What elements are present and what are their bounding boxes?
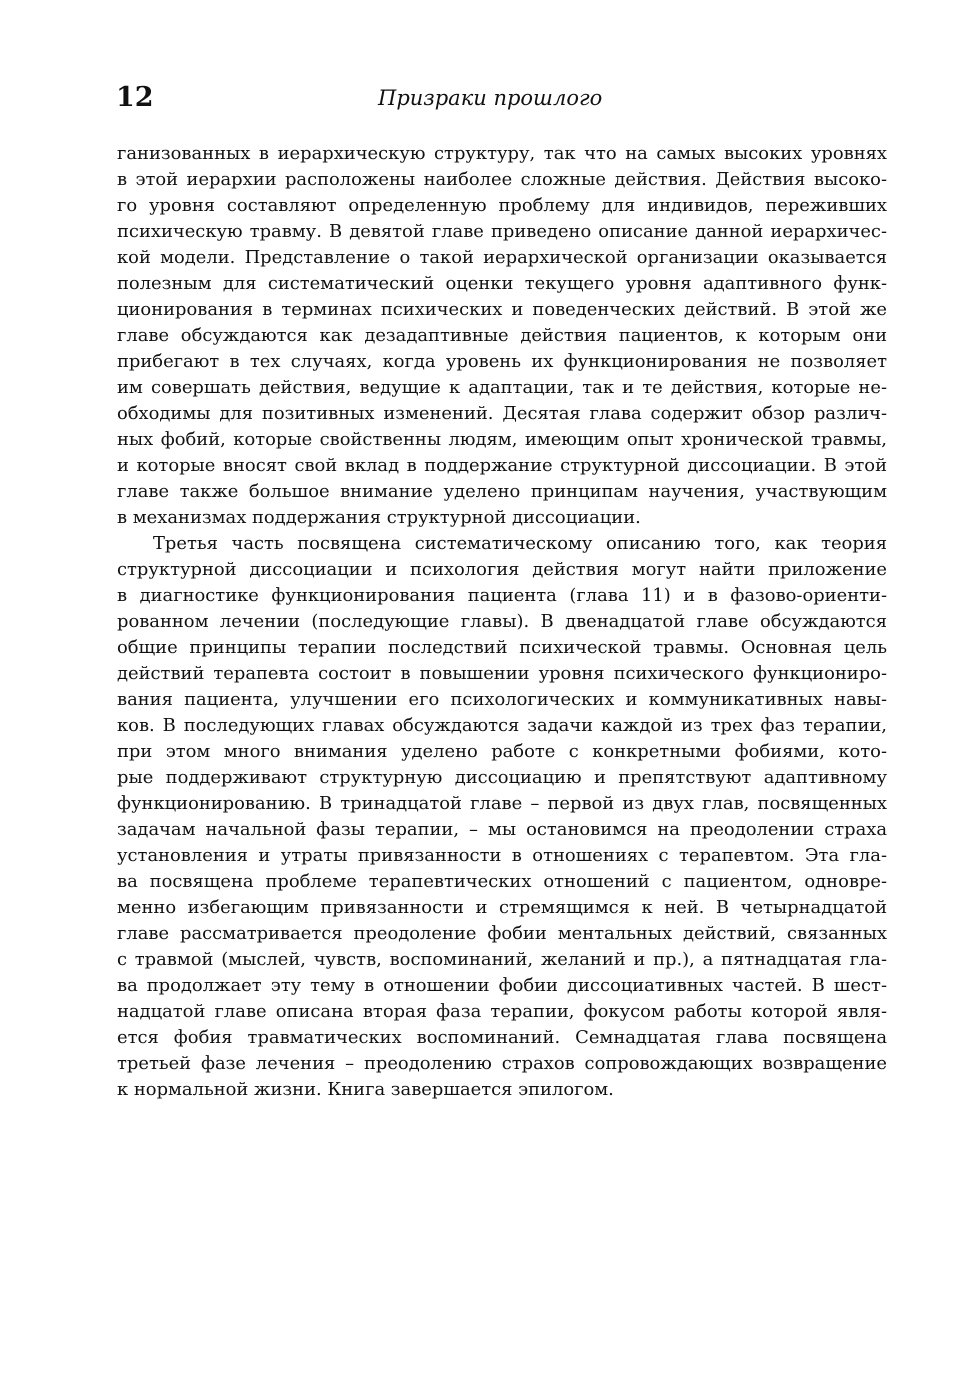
text-line: надцатой главе описана вторая фаза терапии, фокусом работы которой явля- [117,1001,887,1022]
text-line: Третья часть посвящена систематическому описанию того, как теория [153,533,887,554]
text-line: полезным для систематический оценки текущего уровня адаптивного функ- [117,273,887,294]
text-line: третьей фазе лечения – преодолению страхов сопровождающих возвращение [117,1053,887,1074]
text-line: ных фобий, которые свойственны людям, имеющим опыт хронической травмы, [117,429,887,450]
running-title: Призраки прошлого [378,86,603,110]
text-line: рые поддерживают структурную диссоциацию и препятствуют адаптивному [117,767,887,788]
text-line: менно избегающим привязанности и стремящимся к ней. В четырнадцатой [117,897,887,918]
text-line: прибегают в тех случаях, когда уровень их функционирования не позволяет [117,351,887,372]
text-line: главе обсуждаются как дезадаптивные действия пациентов, к которым они [117,325,887,346]
text-line: в диагностике функционирования пациента (глава 11) и в фазово-ориенти- [117,585,887,606]
text-line: в этой иерархии расположены наиболее сложные действия. Действия высоко- [117,169,887,190]
text-line: при этом много внимания уделено работе с конкретными фобиями, кото- [117,741,887,762]
text-line: с травмой (мыслей, чувств, воспоминаний, желаний и пр.), а пятнадцатая гла- [117,949,887,970]
text-line: действий терапевта состоит в повышении уровня психического функциониро- [117,663,887,684]
text-line: главе также большое внимание уделено принципам научения, участвующим [117,481,887,502]
text-line: ков. В последующих главах обсуждаются задачи каждой из трех фаз терапии, [117,715,887,736]
text-line: ганизованных в иерархическую структуру, так что на самых высоких уровнях [117,143,887,164]
text-line: и которые вносят свой вклад в поддержание структурной диссоциации. В этой [117,455,887,476]
text-line: обходимы для позитивных изменений. Десятая глава содержит обзор различ- [117,403,887,424]
text-line: в механизмах поддержания структурной диссоциации. [117,507,641,528]
page-number: 12 [116,82,154,113]
text-line: ва продолжает эту тему в отношении фобии диссоциативных частей. В шест- [117,975,887,996]
text-line: им совершать действия, ведущие к адаптации, так и те действия, которые не- [117,377,887,398]
text-line: установления и утраты привязанности в отношениях с терапевтом. Эта гла- [117,845,887,866]
text-line: психическую травму. В девятой главе приведено описание данной иерархичес- [117,221,887,242]
text-line: задачам начальной фазы терапии, – мы остановимся на преодолении страха [117,819,887,840]
body-text [117,141,887,1103]
paragraph [117,531,887,1103]
page-header [116,80,886,116]
text-line: ционирования в терминах психических и поведенческих действий. В этой же [117,299,887,320]
text-line: функционированию. В тринадцатой главе – первой из двух глав, посвященных [117,793,887,814]
text-line: го уровня составляют определенную проблему для индивидов, переживших [117,195,887,216]
text-line: к нормальной жизни. Книга завершается эпилогом. [117,1079,614,1100]
text-line: ва посвящена проблеме терапевтических отношений с пациентом, одновре- [117,871,887,892]
paragraph [117,141,887,531]
text-line: общие принципы терапии последствий психической травмы. Основная цель [117,637,887,658]
text-line: структурной диссоциации и психология действия могут найти приложение [117,559,887,580]
text-line: рованном лечении (последующие главы). В двенадцатой главе обсуждаются [117,611,887,632]
text-line: главе рассматривается преодоление фобии ментальных действий, связанных [117,923,887,944]
text-line: кой модели. Представление о такой иерархической организации оказывается [117,247,887,268]
text-line: вания пациента, улучшении его психологических и коммуникативных навы- [117,689,887,710]
text-line: ется фобия травматических воспоминаний. Семнадцатая глава посвящена [117,1027,887,1048]
